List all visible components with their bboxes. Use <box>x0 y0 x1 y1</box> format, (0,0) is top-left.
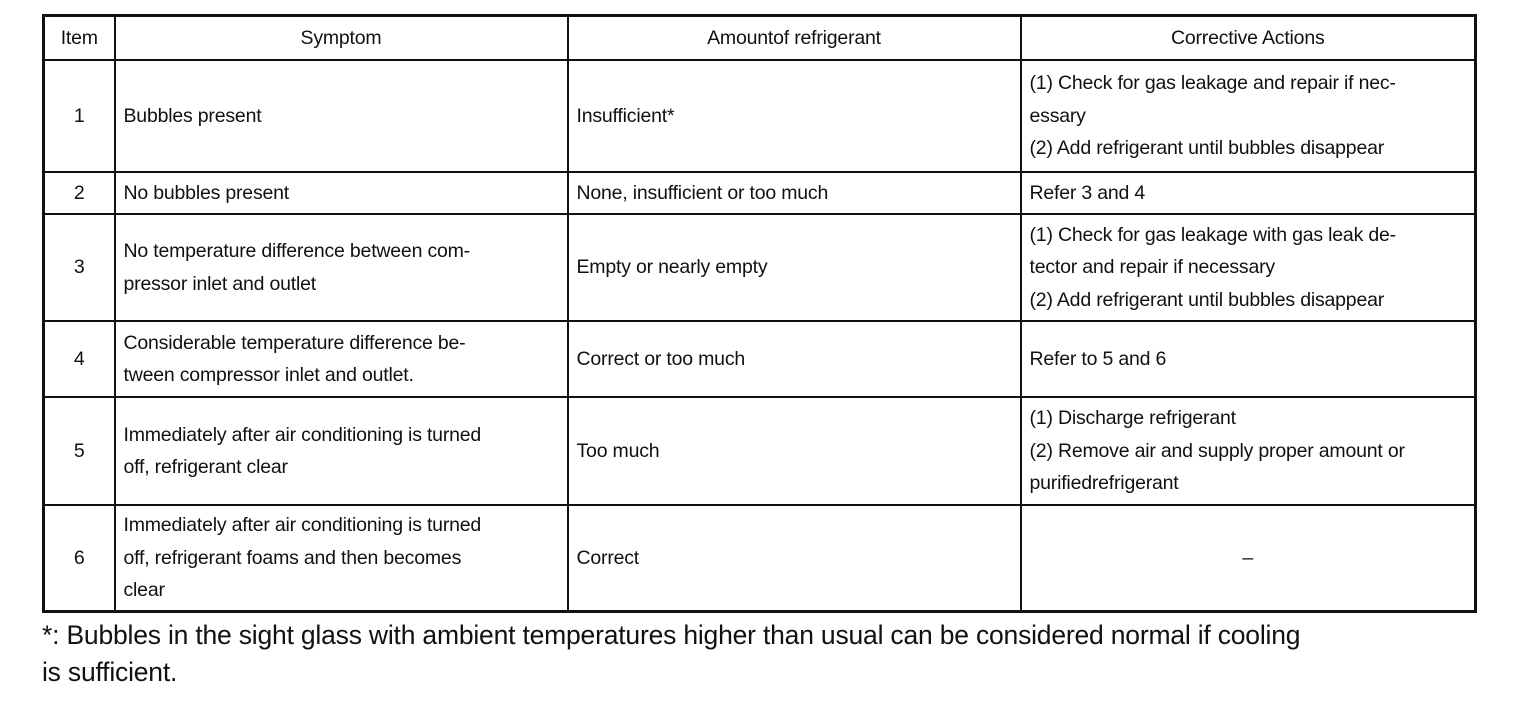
symptom-cell <box>115 172 568 214</box>
actions-text: (1) Discharge refrigerant <box>1029 407 1236 430</box>
item-number: 3 <box>44 214 115 321</box>
item-number: 5 <box>44 397 115 505</box>
symptom-cell <box>115 214 568 321</box>
actions-cell <box>1021 60 1476 172</box>
symptom-text: pressor inlet and outlet <box>123 272 316 295</box>
symptom-text: off, refrigerant foams and then becomes <box>123 546 462 569</box>
actions-text: (2) Add refrigerant until bubbles disappear <box>1029 137 1385 160</box>
actions-text: tector and repair if necessary <box>1029 256 1275 279</box>
symptom-text: Bubbles present <box>123 104 262 127</box>
amount-cell: Correct or too much <box>568 321 1021 397</box>
actions-text: purifiedrefrigerant <box>1029 472 1179 495</box>
table-header-row <box>44 16 1476 61</box>
symptom-text: tween compressor inlet and outlet. <box>123 364 414 386</box>
symptom-text: off, refrigerant clear <box>123 456 288 478</box>
actions-cell: – <box>1021 505 1476 612</box>
symptom-text: Considerable temperature difference be- <box>123 331 466 354</box>
header-amount: Amountof refrigerant <box>568 16 1021 61</box>
symptom-text: No bubbles present <box>123 181 290 204</box>
symptom-cell <box>115 321 568 397</box>
symptom-text: No temperature difference between com- <box>123 240 470 262</box>
table-row <box>44 172 1476 214</box>
footnote <box>42 617 1482 691</box>
actions-text: Refer 3 and 4 <box>1029 181 1146 204</box>
symptom-text: Immediately after air conditioning is turned <box>123 423 482 446</box>
actions-cell <box>1021 321 1476 397</box>
actions-text: (2) Add refrigerant until bubbles disappear <box>1029 288 1385 311</box>
symptom-cell <box>115 60 568 172</box>
table-row <box>44 60 1476 172</box>
symptom-text: Immediately after air conditioning is turned <box>123 514 482 537</box>
amount-cell: Insufficient* <box>568 60 1021 172</box>
actions-text: Refer to 5 and 6 <box>1029 347 1167 370</box>
table-row <box>44 214 1476 321</box>
item-number: 4 <box>44 321 115 397</box>
header-actions: Corrective Actions <box>1021 16 1476 61</box>
actions-text: essary <box>1029 104 1086 127</box>
amount-cell: None, insufficient or too much <box>568 172 1021 214</box>
symptom-cell <box>115 505 568 612</box>
header-symptom: Symptom <box>115 16 568 61</box>
footnote-line: *: Bubbles in the sight glass with ambient temperatures higher than usual can be considered normal if cooling <box>42 620 1301 650</box>
actions-cell <box>1021 397 1476 505</box>
item-number: 2 <box>44 172 115 214</box>
amount-cell: Too much <box>568 397 1021 505</box>
footnote-line: is sufficient. <box>42 657 178 687</box>
header-item: Item <box>44 16 115 61</box>
table-row <box>44 397 1476 505</box>
table-row <box>44 321 1476 397</box>
actions-cell <box>1021 214 1476 321</box>
refrigerant-diagnosis-table <box>42 14 1477 613</box>
symptom-text: clear <box>123 579 165 602</box>
table-row <box>44 505 1476 612</box>
actions-text: (1) Check for gas leakage with gas leak de- <box>1029 223 1396 246</box>
actions-text: (2) Remove air and supply proper amount or <box>1029 439 1405 462</box>
amount-cell: Empty or nearly empty <box>568 214 1021 321</box>
symptom-cell <box>115 397 568 505</box>
amount-cell: Correct <box>568 505 1021 612</box>
actions-cell <box>1021 172 1476 214</box>
actions-text: (1) Check for gas leakage and repair if nec- <box>1029 72 1396 95</box>
item-number: 1 <box>44 60 115 172</box>
item-number: 6 <box>44 505 115 612</box>
